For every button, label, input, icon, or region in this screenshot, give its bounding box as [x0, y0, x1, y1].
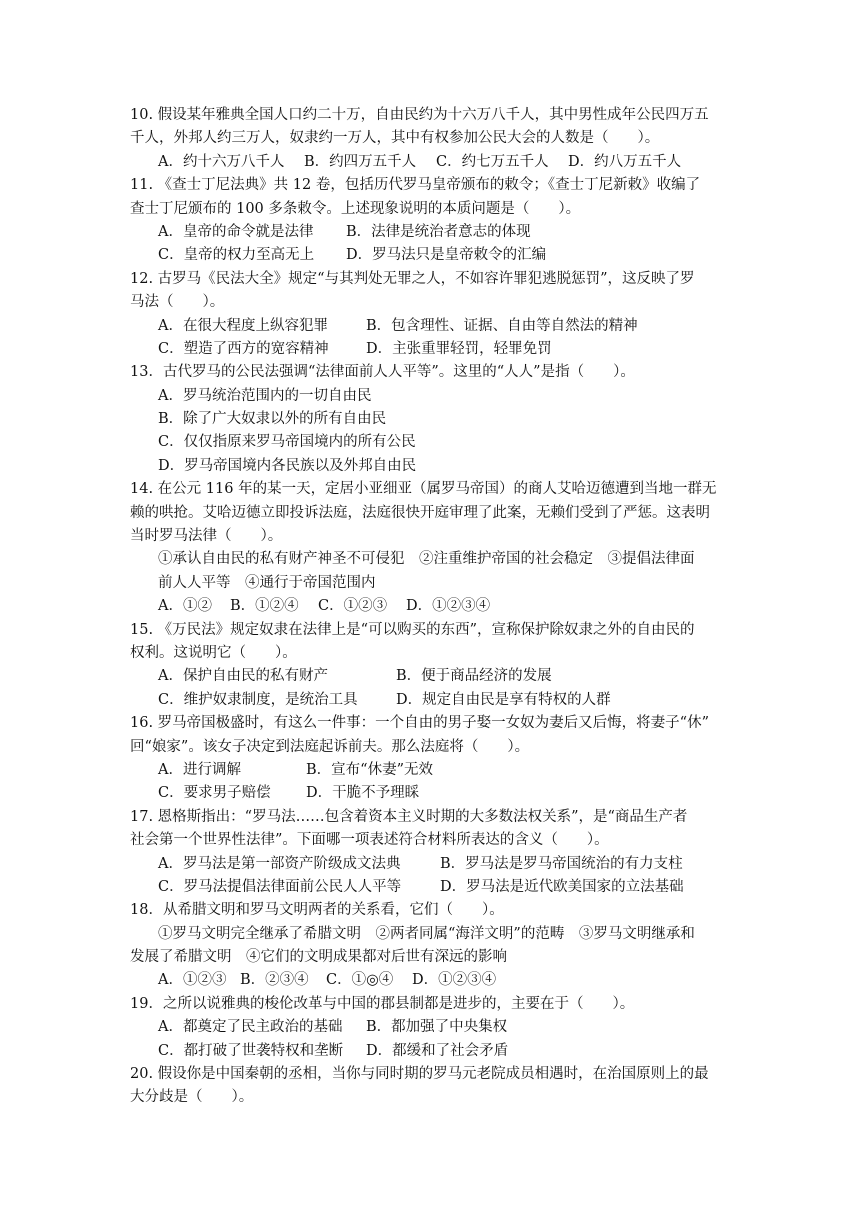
question-18-options — [130, 969, 740, 992]
option-b: B．宣布“休妻”无效 — [306, 761, 433, 778]
question-14-statements-cont: 前人人平等 ④通行于帝国范围内 — [158, 574, 376, 591]
option-a: A．在很大程度上纵容犯罪 — [158, 317, 328, 334]
question-17-stem-cont: 社会第一个世界性法律”。下面哪一项表述符合材料所表达的含义（ ）。 — [130, 832, 609, 849]
option-a: A．①② — [158, 598, 212, 615]
question-20-stem: 20. 假设你是中国秦朝的丞相，当你与同时期的罗马元老院成员相遇时，在治国原则上的最 — [130, 1066, 709, 1083]
option-a: A．保护自由民的私有财产 — [158, 668, 328, 685]
option-b: B．法律是统治者意志的体现 — [346, 223, 531, 240]
question-15-stem: 15. 《万民法》规定奴隶在法律上是“可以购买的东西”，宣称保护除奴隶之外的自由民的 — [130, 621, 695, 638]
option-c: C．塑造了西方的宽容精神 — [158, 340, 329, 357]
option-c: C．皇帝的权力至高无上 — [158, 247, 315, 264]
question-11-stem-cont: 查士丁尼颁布的 100 多条敕令。上述现象说明的本质问题是（ ）。 — [130, 200, 581, 217]
question-12-options-row1 — [130, 315, 740, 338]
question-15-options-row1 — [130, 665, 740, 688]
question-19-stem: 19．之所以说雅典的梭伦改革与中国的郡县制都是进步的，主要在于（ ）。 — [130, 995, 635, 1012]
option-b: B．约四万五千人 — [304, 153, 417, 170]
option-d: D．约八万五千人 — [568, 153, 682, 170]
option-d: D．都缓和了社会矛盾 — [366, 1042, 509, 1059]
question-16-stem-cont: 回“娘家”。该女子决定到法庭起诉前夫。那么法庭将（ ）。 — [130, 738, 530, 755]
option-a: A．都奠定了民主政治的基础 — [158, 1019, 343, 1036]
option-d: D．干脆不予理睬 — [306, 785, 420, 802]
option-b: B．便于商品经济的发展 — [396, 668, 552, 685]
question-17-options-row2 — [130, 876, 740, 899]
option-a: A．罗马法是第一部资产阶级成文法典 — [158, 855, 401, 872]
option-c: C．约七万五千人 — [436, 153, 549, 170]
option-d: D．主张重罪轻罚，轻罪免罚 — [366, 340, 552, 357]
option-a: A．皇帝的命令就是法律 — [158, 223, 314, 240]
option-c: C．都打破了世袭特权和垄断 — [158, 1042, 344, 1059]
question-15-stem-cont: 权利。这说明它（ ）。 — [130, 644, 297, 661]
question-14-stem-cont: 赖的哄抢。艾哈迈德立即投诉法庭，法庭很快开庭审理了此案，无赖们受到了严惩。这表明 — [130, 504, 710, 521]
option-c: C．要求男子赔偿 — [158, 785, 271, 802]
question-12-options-row2 — [130, 338, 740, 361]
option-b: B．①②④ — [230, 598, 299, 615]
option-d: D．罗马法只是皇帝敕令的汇编 — [346, 247, 547, 264]
option-d: D．①②③④ — [406, 598, 491, 615]
question-10-stem: 10. 假设某年雅典全国人口约二十万，自由民约为十六万八千人，其中男性成年公民四万五 — [130, 107, 709, 123]
question-12-stem: 12. 古罗马《民法大全》规定“与其判处无罪之人，不如容许罪犯逃脱惩罚”，这反映了罗 — [130, 270, 695, 287]
question-list — [130, 104, 740, 1110]
option-b: B．②③④ — [240, 972, 309, 989]
option-c: C．①◎④ — [326, 972, 394, 989]
option-d: D．罗马帝国境内各民族以及外邦自由民 — [158, 457, 417, 474]
question-18-statements-cont: 发展了希腊文明 ④它们的文明成果都对后世有深远的影响 — [130, 949, 507, 966]
option-b: B．包含理性、证据、自由等自然法的精神 — [366, 317, 638, 334]
question-16-options-row2 — [130, 782, 740, 805]
question-11-options-row2 — [130, 244, 740, 267]
question-16-stem: 16. 罗马帝国极盛时，有这么一件事：一个自由的男子娶一女奴为妻后又后悔，将妻子“休” — [130, 715, 709, 732]
question-19-options-row2 — [130, 1040, 740, 1063]
option-b: B．罗马法是罗马帝国统治的有力支柱 — [440, 855, 683, 872]
question-18-statements: ①罗马文明完全继承了希腊文明 ②两者同属“海洋文明”的范畴 ③罗马文明继承和 — [158, 925, 695, 942]
option-d: D．①②③④ — [412, 972, 497, 989]
question-20-stem-cont: 大分歧是（ ）。 — [130, 1089, 254, 1106]
question-18-stem: 18．从希腊文明和罗马文明两者的关系看，它们（ ）。 — [130, 902, 504, 919]
question-12-stem-cont: 马法（ ）。 — [130, 294, 225, 311]
question-17-options-row1 — [130, 853, 740, 876]
question-16-options-row1 — [130, 759, 740, 782]
question-13-stem: 13．古代罗马的公民法强调“法律面前人人平等”。这里的“人人”是指（ ）。 — [130, 364, 635, 381]
option-b: B．除了广大奴隶以外的所有自由民 — [158, 411, 387, 428]
option-a: A．进行调解 — [158, 761, 241, 778]
option-c: C．①②③ — [318, 598, 388, 615]
question-15-options-row2 — [130, 689, 740, 712]
option-a: A．罗马统治范围内的一切自由民 — [158, 387, 372, 404]
question-10-options — [130, 151, 740, 174]
question-17-stem: 17. 恩格斯指出：“罗马法……包含着资本主义时期的大多数法权关系”，是“商品生产者 — [130, 808, 688, 825]
option-d: D．罗马法是近代欧美国家的立法基础 — [440, 878, 684, 895]
question-11-stem: 11. 《查士丁尼法典》共 12 卷，包括历代罗马皇帝颁布的敕令；《查士丁尼新敕》收编了 — [130, 177, 701, 194]
option-c: C．维护奴隶制度，是统治工具 — [158, 691, 358, 708]
question-14-stem: 14. 在公元 116 年的某一天，定居小亚细亚（属罗马帝国）的商人艾哈迈德遭到当地一群无 — [130, 481, 717, 498]
question-14-stem-cont: 当时罗马法律（ ）。 — [130, 528, 283, 545]
question-14-statements: ①承认自由民的私有财产神圣不可侵犯 ②注重维护帝国的社会稳定 ③提倡法律面 — [158, 551, 695, 568]
option-b: B．都加强了中央集权 — [366, 1019, 508, 1036]
option-a: A．①②③ — [158, 972, 227, 989]
option-c: C．仅仅指原来罗马帝国境内的所有公民 — [158, 434, 416, 451]
question-11-options-row1 — [130, 221, 740, 244]
question-10-stem-cont: 千人，外邦人约三万人，奴隶约一万人，其中有权参加公民大会的人数是（ ）。 — [130, 130, 660, 147]
question-14-options — [130, 595, 740, 618]
option-d: D．规定自由民是享有特权的人群 — [396, 691, 611, 708]
option-c: C．罗马法提倡法律面前公民人人平等 — [158, 878, 402, 895]
option-a: A．约十六万八千人 — [158, 153, 285, 170]
question-19-options-row1 — [130, 1016, 740, 1039]
